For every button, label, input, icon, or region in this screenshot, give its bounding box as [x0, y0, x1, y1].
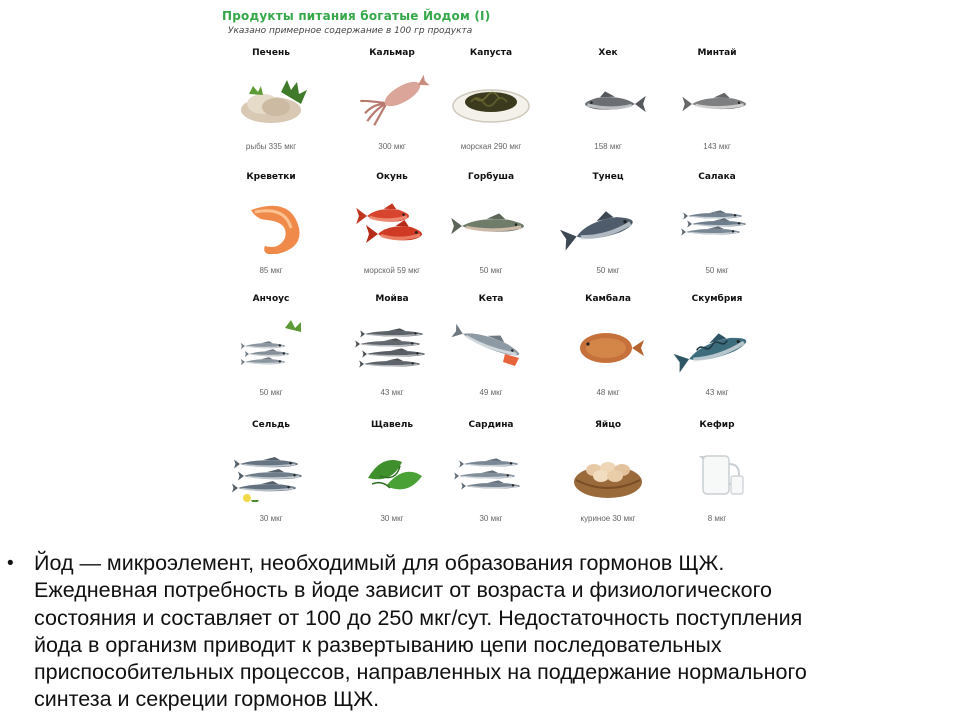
iodine-amount: 8 мкг	[707, 514, 727, 523]
perch-fish-icon	[342, 188, 442, 254]
kefir-jug-icon	[667, 436, 767, 502]
food-item	[548, 294, 668, 404]
food-name: Яйцо	[594, 420, 622, 430]
food-item	[548, 172, 668, 282]
food-name: Окунь	[376, 172, 408, 182]
herring-icon	[221, 436, 321, 502]
herring-group-icon	[667, 188, 767, 254]
food-item	[431, 172, 551, 282]
eggs-basket-icon	[558, 436, 658, 502]
food-name: Сардина	[468, 420, 514, 430]
pollock-fish-icon	[667, 64, 767, 130]
food-name: Сельдь	[252, 420, 290, 430]
bullet-line: Ежедневная потребность в йоде зависит от возраста и физиологического	[34, 578, 772, 603]
pink-salmon-icon	[441, 188, 541, 254]
food-name: Кета	[478, 294, 504, 304]
food-name: Мойва	[375, 294, 409, 304]
food-name: Печень	[252, 48, 290, 58]
bullet-line: синтеза и секреции гормонов ЩЖ.	[34, 687, 380, 712]
food-item	[211, 48, 331, 158]
bullet-line: йода в организм приводит к развертыванию цепи последовательных	[34, 632, 722, 657]
bullet-line: Йод — микроэлемент, необходимый для образования гормонов ЩЖ.	[34, 551, 725, 575]
hake-fish-icon	[558, 64, 658, 130]
bullet-line: состояния и составляет от 100 до 250 мкг/сут. Недостаточность поступления	[34, 605, 803, 630]
food-name: Скумбрия	[691, 294, 743, 304]
food-name: Горбуша	[467, 172, 515, 182]
mackerel-icon	[667, 310, 767, 376]
food-item	[431, 294, 551, 404]
iodine-amount: 43 мкг	[705, 388, 729, 397]
food-item	[657, 48, 777, 158]
iodine-amount: 158 мкг	[594, 142, 622, 151]
capelin-icon	[342, 310, 442, 376]
iodine-amount: 50 мкг	[259, 388, 283, 397]
food-item	[657, 172, 777, 282]
iodine-amount: 85 мкг	[259, 266, 283, 275]
food-name: Кальмар	[369, 48, 415, 58]
slide-title: Продукты питания богатые Йодом (I)	[222, 9, 491, 23]
food-item	[211, 420, 331, 530]
shrimp-icon	[221, 188, 321, 254]
food-name: Камбала	[585, 294, 631, 304]
food-name: Минтай	[697, 48, 737, 58]
food-name: Тунец	[592, 172, 624, 182]
slide-subtitle: Указано примерное содержание в 100 гр продукта	[228, 26, 473, 36]
tuna-icon	[558, 188, 658, 254]
food-name: Салака	[698, 172, 736, 182]
iodine-amount: морской 59 мкг	[363, 266, 421, 275]
food-item	[211, 172, 331, 282]
iodine-amount: 50 мкг	[596, 266, 620, 275]
anchovy-icon	[221, 310, 321, 376]
iodine-amount: 300 мкг	[378, 142, 406, 151]
food-item	[657, 294, 777, 404]
food-item	[657, 420, 777, 530]
bullet-text	[34, 550, 949, 714]
food-name: Кефир	[699, 420, 735, 430]
iodine-amount: 50 мкг	[705, 266, 729, 275]
iodine-amount: 50 мкг	[479, 266, 503, 275]
food-item	[211, 294, 331, 404]
iodine-amount: 43 мкг	[380, 388, 404, 397]
food-name: Хек	[598, 48, 618, 58]
iodine-amount: 30 мкг	[259, 514, 283, 523]
food-name: Анчоус	[252, 294, 290, 304]
iodine-amount: 30 мкг	[380, 514, 404, 523]
food-item	[548, 48, 668, 158]
iodine-amount: 143 мкг	[703, 142, 731, 151]
iodine-amount: морская 290 мкг	[460, 142, 522, 151]
iodine-amount: рыбы 335 мкг	[245, 142, 297, 151]
food-name: Креветки	[246, 172, 296, 182]
food-name: Щавель	[370, 420, 414, 430]
food-item	[548, 420, 668, 530]
sorrel-icon	[342, 436, 442, 502]
seaweed-bowl-icon	[441, 64, 541, 130]
liver-pate-icon	[221, 64, 321, 130]
food-item	[431, 48, 551, 158]
food-item	[431, 420, 551, 530]
iodine-amount: 48 мкг	[596, 388, 620, 397]
chum-salmon-icon	[441, 310, 541, 376]
bullet-line: приспособительных процессов, направленных на поддержание нормального	[34, 660, 807, 685]
iodine-amount: 30 мкг	[479, 514, 503, 523]
flounder-icon	[558, 310, 658, 376]
food-name: Капуста	[469, 48, 513, 58]
iodine-amount: 49 мкг	[479, 388, 503, 397]
sardine-icon	[441, 436, 541, 502]
squid-icon	[342, 64, 442, 130]
bullet-icon: •	[7, 553, 14, 574]
iodine-amount: куриное 30 мкг	[580, 514, 636, 523]
